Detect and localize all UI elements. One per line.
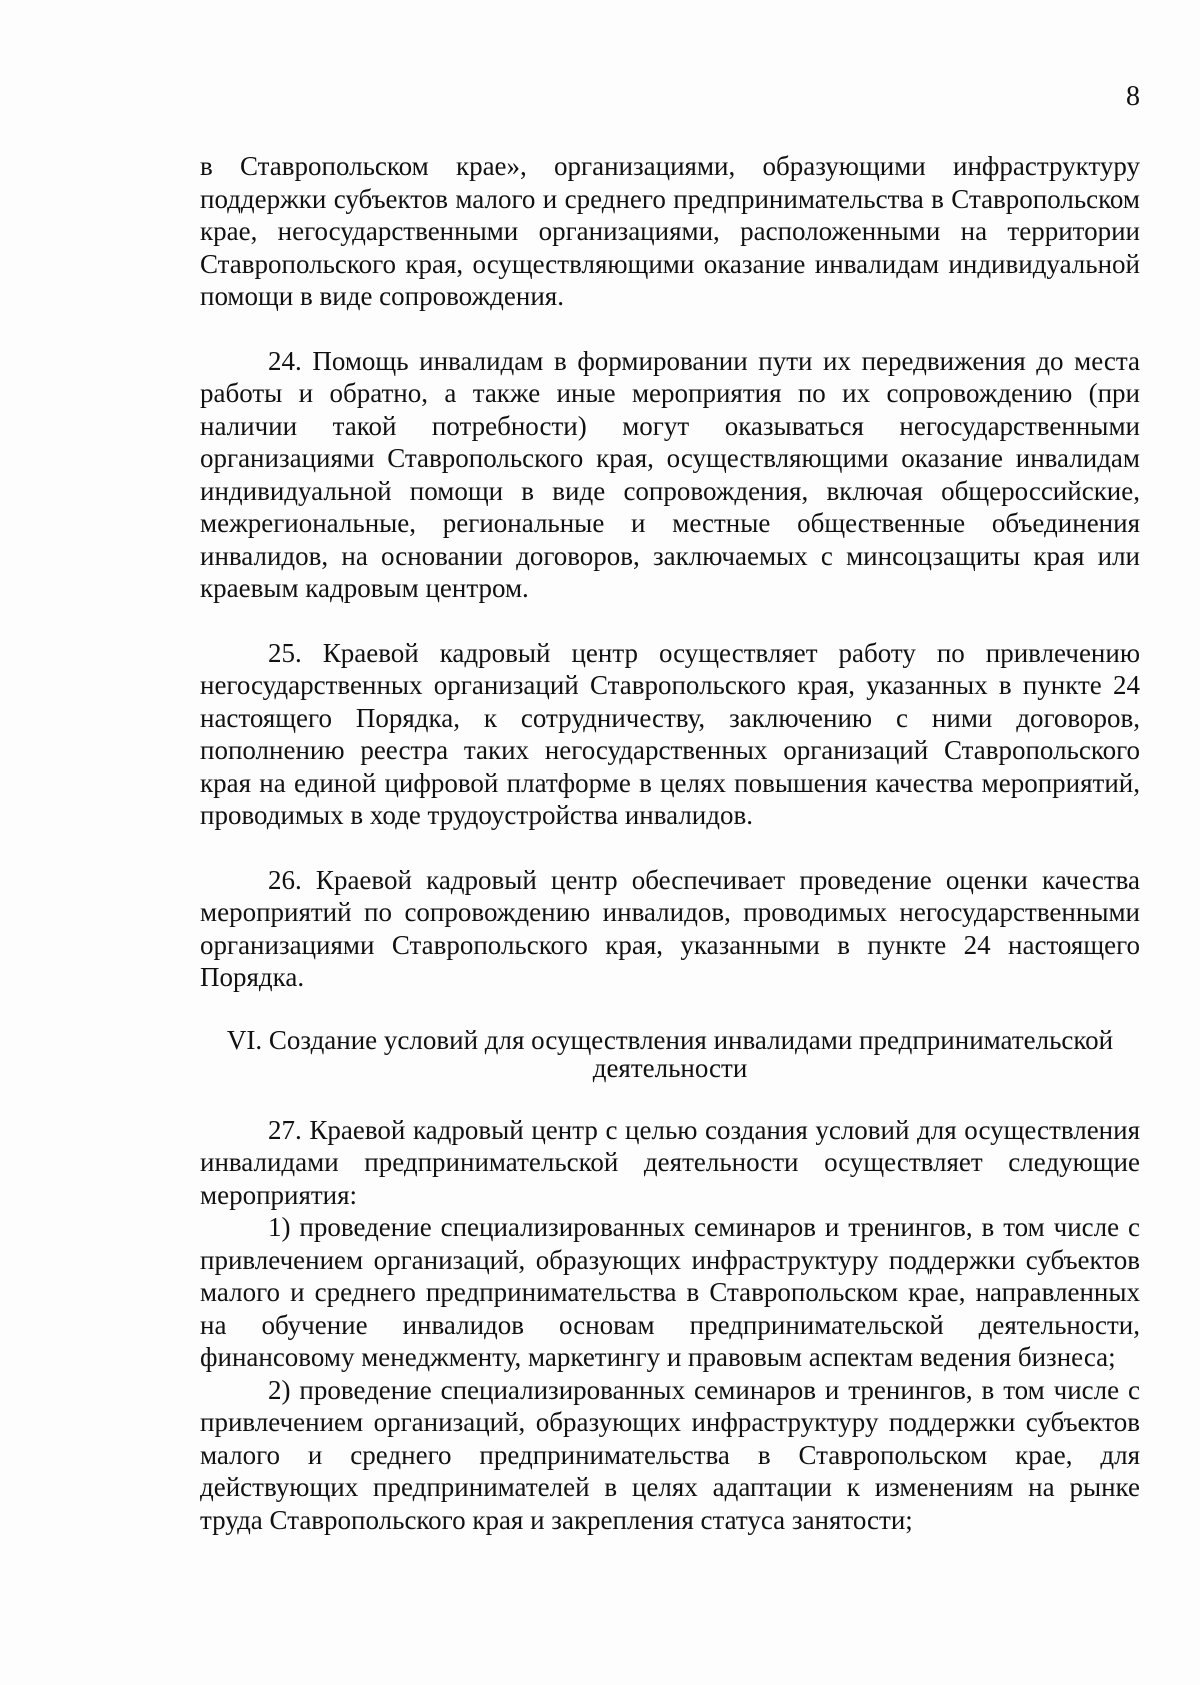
section-heading: [200, 1026, 1140, 1082]
section-heading-line-2: деятельности: [592, 1052, 748, 1083]
page-number: 8: [1126, 81, 1140, 112]
paragraph-27: 27. Краевой кадровый центр с целью создания условий для осуществления инвалидами предпринимательской деятельности осуществляет следующие мероприятия:: [200, 1114, 1140, 1210]
paragraph-24: 24. Помощь инвалидам в формировании пути их передвижения до места работы и обратно, а также иные мероприятия по их сопровождению (при наличии такой потребности) могут оказываться негосударственными организациями Ставропольского края, осуществляющими оказание инвалидам индивидуальной помощи в виде сопровождения, включая общероссийские, межрегиональные, региональные и местные общественные объединения инвалидов, на основании договоров, заключаемых с минсоцзащиты края или краевым кадровым центром.: [200, 345, 1140, 603]
document-body: [200, 150, 1140, 1536]
paragraph-26: 26. Краевой кадровый центр обеспечивает проведение оценки качества мероприятий по сопровождению инвалидов, проводимых негосударственными организациями Ставропольского края, указанными в пункте 24 настоящего Порядка.: [200, 864, 1140, 992]
list-item-1: 1) проведение специализированных семинаров и тренингов, в том числе с привлечением организаций, образующих инфраструктуру поддержки субъектов малого и среднего предпринимательства в Ставропольском крае, направленных на обучение инвалидов основам предпринимательской деятельности, финансовому менеджменту, маркетингу и правовым аспектам ведения бизнеса;: [200, 1212, 1140, 1372]
paragraph-continuation: в Ставропольском крае», организациями, образующими инфраструктуру поддержки субъектов малого и среднего предпринимательства в Ставропольском крае, негосударственными организациями, расположенными на территории Ставропольского края, осуществляющими оказание инвалидам индивидуальной помощи в виде сопровождения.: [200, 151, 1140, 311]
list-item-2: 2) проведение специализированных семинаров и тренингов, в том числе с привлечением организаций, образующих инфраструктуру поддержки субъектов малого и среднего предпринимательства в Ставропольском крае, для действующих предпринимателей в целях адаптации к изменениям на рынке труда Ставропольского края и закрепления статуса занятости;: [200, 1374, 1140, 1535]
section-heading-line-1: VI. Создание условий для осуществления инвалидами предпринимательской: [226, 1024, 1114, 1055]
paragraph-25: 25. Краевой кадровый центр осуществляет работу по привлечению негосударственных организаций Ставропольского края, указанных в пункте 24 настоящего Порядка, к сотрудничеству, заключению с ними договоров, пополнению реестра таких негосударственных организаций Ставропольского края на единой цифровой платформе в целях повышения качества мероприятий, проводимых в ходе трудоустройства инвалидов.: [200, 637, 1140, 830]
